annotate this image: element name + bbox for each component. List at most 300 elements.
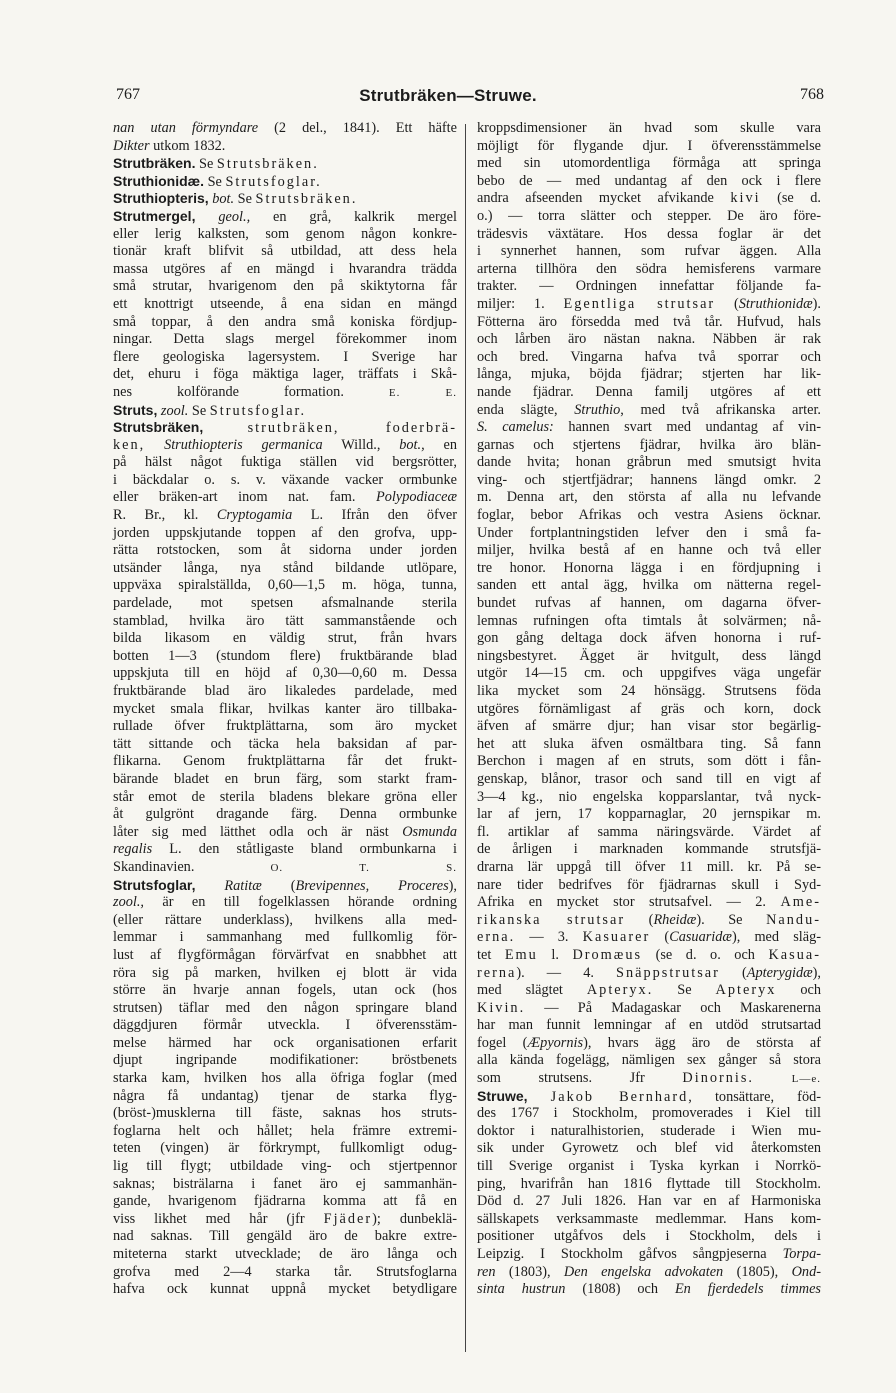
body-text: trakter. — Ordningen innefattar följande fa- (477, 278, 821, 295)
entry-headword: Struwe, (477, 1087, 528, 1104)
text-line (113, 472, 457, 490)
body-text: eller lerig kalksten, som genom någon konkre- (113, 225, 457, 242)
body-text: utgöres förnämligast af gräs och korn, dock (477, 700, 821, 717)
italic-text: Struthiopteris germanica (164, 436, 323, 453)
body-text: hannen svart med undantag af vin- (553, 419, 821, 436)
text-line (113, 525, 457, 543)
body-text: fruktbärande blad äro likaledes pardelade, med (113, 683, 457, 699)
body-text: åt gulgrönt dragande färg. Denna ormbunke (113, 806, 457, 823)
italic-text: Æpyornis (527, 1034, 584, 1051)
italic-text: En fjerdedels timmes (674, 1281, 822, 1298)
text-line (113, 1246, 457, 1264)
body-text: långa, mjuka, böjda fjädrar; stjerten har lik- (477, 366, 821, 383)
text-line (113, 1105, 457, 1123)
body-text: och bred. Vingarna hafva två sporrar och (477, 348, 821, 365)
spaced-text: strutbräken, foderbrä- (247, 420, 457, 437)
body-text (195, 878, 224, 894)
body-text: viss likhet med hår (jfr (113, 1210, 324, 1227)
text-line (477, 1000, 821, 1018)
author-signature: O. T. S. (270, 861, 457, 874)
text-line (113, 1140, 457, 1158)
text-line (113, 1088, 457, 1106)
body-text: i synnerhet hannen, som rufvar äggen. Alla (477, 243, 821, 260)
text-line (477, 701, 821, 719)
body-text: bebo de — med undantag af den ock i flere (477, 172, 821, 189)
text-line (113, 789, 457, 807)
body-text: Berchon i magen af en struts, som dött i fån- (477, 753, 821, 770)
body-text: det, ehuru i föga mäktiga lager, träffats i Skå- (113, 366, 457, 383)
spaced-text: Strutsbräken. (255, 191, 358, 208)
body-text: foglar, bebor Afrikas och vestra Asiens öcknar. (477, 507, 821, 524)
text-line (113, 454, 457, 472)
italic-text: zool. (160, 402, 189, 419)
text-line (477, 613, 821, 631)
text-line (113, 894, 457, 912)
spaced-text: Dinornis. (682, 1070, 755, 1087)
text-line (477, 542, 821, 560)
text-line (477, 1246, 821, 1264)
text-line (113, 701, 457, 719)
italic-text: bot., (399, 436, 425, 453)
text-line (113, 437, 457, 455)
text-line (477, 683, 821, 701)
text-line (477, 507, 821, 525)
text-line (477, 1158, 821, 1176)
italic-text: sinta hustrun (477, 1281, 566, 1298)
italic-text: Ond- (791, 1263, 821, 1280)
body-text: har man funnit lemningar af en utdöd strutsartad (477, 1017, 821, 1034)
spaced-text: Apteryx. (586, 982, 654, 999)
italic-text: Den engelska advokaten (563, 1263, 724, 1280)
text-line (113, 1035, 457, 1053)
text-line (113, 419, 457, 437)
spaced-text: Apteryx (715, 982, 777, 999)
spaced-text: Egentliga strutsar (563, 295, 716, 312)
italic-text: Ratitæ (224, 877, 262, 894)
body-text: — 3. (515, 929, 583, 946)
body-text: kroppsdimensioner än hvad som skulle vara (477, 120, 821, 136)
body-text: m. Denna art, den största af alla nu lefvande (477, 489, 821, 506)
text-line (113, 982, 457, 1000)
spaced-text: Fjäder (323, 1210, 373, 1227)
body-text: alla kända fogelägg, nämligen sex gånger så stora (477, 1052, 821, 1069)
text-line (113, 384, 457, 402)
body-text: stamblad, hvilka äro tätt sammanstående och (113, 612, 457, 629)
text-line (477, 560, 821, 578)
italic-text: Casuaridæ (669, 929, 732, 946)
body-text (145, 437, 164, 453)
italic-text: Apterygidæ (746, 964, 813, 981)
text-line (113, 560, 457, 578)
text-line (113, 507, 457, 525)
text-line (477, 155, 821, 173)
body-text: botten 1—3 (stundom flere) fruktbärande blad (113, 647, 457, 664)
italic-text: S. camelus: (477, 419, 554, 436)
text-line (113, 542, 457, 560)
spaced-text: Kivin. (477, 999, 526, 1016)
body-text: och lårben äro nästan nakna. Näbben är rak (477, 331, 821, 348)
body-text: som strutsens. Jfr (477, 1070, 683, 1087)
text-line (113, 349, 457, 367)
body-text: Se (653, 982, 716, 999)
text-line (113, 1193, 457, 1211)
body-text: ningar. Detta slags mergel förekommer inom (113, 331, 457, 348)
body-text: bärande bladet en brun färg, som starkt fram- (113, 770, 457, 787)
italic-text: zool., (113, 894, 144, 911)
spaced-text: Snäppstrutsar (616, 964, 720, 981)
text-line (477, 736, 821, 754)
body-text: enda slägte, (477, 401, 575, 418)
left-page-number: 767 (116, 86, 140, 103)
text-line (477, 753, 821, 771)
body-text: nes kolförande formation. (113, 383, 344, 400)
text-line (477, 243, 821, 261)
text-line (477, 384, 821, 402)
text-line (113, 1017, 457, 1035)
text-line (113, 648, 457, 666)
spaced-text: Nandu- (766, 911, 821, 928)
body-text: gon gång deltaga dock äfven honorna i ruf- (477, 630, 821, 647)
text-line (477, 824, 821, 842)
text-line (113, 190, 457, 208)
body-text: däggdjuren förmår utveckla. I öfverensstäm- (113, 1017, 457, 1034)
body-text: Skandinavien. (113, 858, 195, 875)
body-text: ningsbestyret. Ägget är hvitgult, dess längd (477, 647, 821, 664)
text-line (477, 489, 821, 507)
body-text: jorden uppskjutande toppen af den grofva, upp- (113, 524, 457, 541)
body-text: eller bräken-art inom nat. fam. (113, 489, 376, 506)
spaced-text: Kasua- (768, 946, 821, 963)
text-line (113, 402, 457, 420)
text-line (113, 613, 457, 631)
body-text: möjligt för flygande djur. I öfverensstämmelse (477, 137, 821, 154)
body-text: tre honor. Honorna lägga i en fördjupning i (477, 559, 821, 576)
body-text: röra sig på marken, hvilken ej blott är vida (113, 964, 457, 981)
body-text: flikarna. Genom fruktplättarna får det frukt- (113, 753, 457, 770)
text-line (113, 1281, 457, 1299)
body-text: lust af flygförmågan förvärfvat en snabbhet att (113, 946, 457, 963)
text-line (477, 366, 821, 384)
text-line (113, 138, 457, 156)
body-text: lemnas rufningen ofta timtals åt solvärmen; nå- (477, 612, 821, 629)
text-line (477, 1176, 821, 1194)
text-line (113, 877, 457, 895)
body-text: utkom 1832. (149, 137, 226, 154)
body-text: och (776, 982, 821, 999)
body-text: grofva med 2—4 starka tår. Strutsfoglarna (113, 1263, 457, 1280)
text-line (113, 331, 457, 349)
italic-text: Torpa- (782, 1246, 821, 1262)
italic-text: Brevipennes, Proceres (295, 877, 449, 894)
body-text: melse härmed har ock organisationen erfarit (113, 1034, 457, 1051)
body-text: , tonsättare, föd- (688, 1088, 821, 1105)
body-text: ( (625, 911, 654, 928)
italic-text: geol., (218, 208, 251, 225)
body-text: fl. artiklar af samma näringsvärde. Värdet af (477, 823, 821, 840)
text-line (477, 138, 821, 156)
text-line (113, 489, 457, 507)
text-line (113, 208, 457, 226)
body-text: starka kam, hvilken hos alla öfriga foglar (med (113, 1070, 457, 1087)
body-text: hafva ock kunnat uppnå mycket betydligare (113, 1281, 457, 1298)
text-line (113, 665, 457, 683)
body-text: garnas och stjertens fjädrar, hvilka äro blän- (477, 436, 821, 453)
body-text: miljer: 1. (477, 295, 564, 312)
body-text: på hälst något fuktiga ställen vid bergsrötter, (113, 454, 457, 471)
body-text: flere geologiska lagersystem. I Sverige har (113, 348, 457, 365)
text-line (113, 1000, 457, 1018)
text-line (113, 1123, 457, 1141)
body-text: bilda likasom en väldig strut, från hvars (113, 630, 457, 647)
text-line (113, 965, 457, 983)
body-text: Afrika en mycket stor strutsafvel. — 2. (477, 894, 781, 911)
text-line (477, 929, 821, 947)
body-text: ). — 4. (516, 964, 617, 981)
italic-text: regalis (113, 841, 153, 858)
body-text: (se d. o. och (642, 946, 769, 963)
text-line (113, 1228, 457, 1246)
italic-text: Rheidæ (653, 911, 697, 928)
text-line (477, 982, 821, 1000)
body-text: (2 del., 1841). Ett häfte (258, 120, 457, 136)
text-line (477, 472, 821, 490)
spaced-text: Dromæus (572, 946, 643, 963)
left-column (113, 120, 457, 1299)
text-line (113, 771, 457, 789)
text-line (113, 1264, 457, 1282)
body-text: ). Se (696, 911, 767, 928)
body-text: teten (vingen) är förkrympt, fullkomligt odug- (113, 1140, 457, 1157)
entry-headword: Strutbräken. (113, 155, 196, 172)
text-line (113, 1211, 457, 1229)
text-line (477, 402, 821, 420)
body-text: massa utgöres af en mängd i hvarandra trädda (113, 260, 457, 277)
body-text: nare tider bedrifves för fjädrarnas skull i Syd- (477, 876, 821, 893)
author-signature: E. E. (388, 386, 457, 399)
body-text: L. den ståtligaste bland ormbunkarna i (152, 841, 457, 858)
body-text: Fötterna äro försedda med två tår. Hufvud, hals (477, 313, 821, 330)
body-text: ett knottrigt utseende, å ena sidan en mängd (113, 295, 457, 312)
text-line (477, 1211, 821, 1229)
body-text: arterna tillhöra den södra hemisferens varmare (477, 260, 821, 277)
body-text: (1808) och (565, 1281, 675, 1298)
body-text: lemmar i sammanhang med fullkomlig för- (113, 929, 457, 946)
text-line (113, 806, 457, 824)
text-line (113, 226, 457, 244)
text-line (113, 243, 457, 261)
text-line (477, 630, 821, 648)
text-line (113, 155, 457, 173)
text-line (477, 877, 821, 895)
body-text: (bröst-)musklerna till fäste, saknas hos struts- (113, 1105, 457, 1122)
body-text: ( (719, 964, 747, 981)
body-text: djupt ingripande modifikationer: bröstbenets (113, 1052, 457, 1069)
running-head: Strutbräken—Struwe. (359, 86, 537, 105)
text-line (477, 454, 821, 472)
body-text: L. Ifrån den öfver (292, 507, 457, 524)
body-text: ping, hvarifrån han 1816 flyttade till Stockholm. (477, 1175, 821, 1192)
body-text: är en till fogelklassen hörande ordning (143, 894, 457, 911)
body-text: Leipzig. I Stockholm gåfvos sångpjeserna (477, 1246, 783, 1262)
body-text: lig till flygt; utbildade ving- och stjertpennor (113, 1158, 457, 1175)
text-line (477, 525, 821, 543)
body-text: Se (188, 402, 210, 419)
body-text: rullade öfver fruktplättarna, som äro mycket (113, 718, 457, 735)
text-line (113, 753, 457, 771)
text-line (477, 419, 821, 437)
entry-headword: Strutsbräken, (113, 419, 204, 436)
text-line (477, 437, 821, 455)
text-line (477, 1070, 821, 1088)
text-line (477, 1017, 821, 1035)
entry-headword: Strutsfoglar, (113, 876, 196, 893)
text-line (477, 173, 821, 191)
body-text: bundet rufvas af hannen, om dagarna öfver- (477, 595, 821, 612)
body-text: doktor i naturalhistorien, studerade i Wien mu- (477, 1122, 821, 1139)
text-line (477, 208, 821, 226)
right-page-number: 768 (800, 86, 824, 103)
body-text: några få undantag) tjenar de starka flyg- (113, 1087, 457, 1104)
body-text: foglarna helt och hållet; hela främre extremi- (113, 1122, 457, 1139)
text-line (113, 912, 457, 930)
body-text (528, 1089, 551, 1105)
text-line (113, 120, 457, 138)
body-text (195, 209, 218, 225)
text-line (477, 1123, 821, 1141)
body-text: ), (448, 877, 458, 894)
text-line (477, 665, 821, 683)
italic-text: Osmunda (402, 823, 457, 840)
entry-headword: Strutmergel, (113, 207, 196, 224)
body-text: äfven af smärre djur; han visar stor begärlig- (477, 718, 821, 735)
spaced-text: rikanska strutsar (477, 911, 626, 928)
body-text: drarna lär uppgå till öfver 11 mill. kr. På se- (477, 858, 821, 875)
body-text: (1803), (495, 1263, 564, 1280)
body-text: — På Madagaskar och Maskarenerna (525, 999, 821, 1016)
text-line (477, 1088, 821, 1106)
spaced-text: erna. (477, 929, 516, 946)
body-text: med slägtet (477, 982, 587, 999)
body-text: 3—4 kg., nio engelska kopparslantar, två nyck- (477, 788, 821, 805)
body-text: pardelade, mot spetsen afsmalnande sterila (113, 595, 457, 612)
italic-text: Polypodiaceæ (376, 489, 457, 506)
text-line (477, 314, 821, 332)
spaced-text: Strutsfoglar. (225, 173, 322, 190)
body-text: en (424, 436, 457, 453)
spaced-text: Emu (504, 946, 538, 963)
text-line (113, 1052, 457, 1070)
text-line (113, 947, 457, 965)
body-text: positioner utgåfvos dels i Stockholm, dels i (477, 1228, 821, 1245)
body-text: het att sluka äfven osmältbara ting. Så fann (477, 735, 821, 752)
text-line (477, 841, 821, 859)
text-line (477, 595, 821, 613)
body-text: Se (204, 173, 226, 190)
body-text: nad saknas. Till gengäld äro de bakre extre- (113, 1228, 457, 1245)
body-text: små strutar, hvarigenom den på skiktytorna får (113, 278, 457, 295)
column-divider (465, 124, 466, 1352)
text-line (477, 296, 821, 314)
body-text: till Sverige organist i Tyska kyrkan i Norrkö- (477, 1158, 821, 1175)
body-text: ), med släg- (731, 929, 821, 946)
body-text: Se (234, 191, 256, 208)
text-line (113, 314, 457, 332)
spaced-text: Jakob Bernhard (550, 1088, 689, 1105)
text-line (477, 965, 821, 983)
text-line (113, 824, 457, 842)
text-line (113, 736, 457, 754)
body-text: ), hvars ägg äro de största af (583, 1034, 822, 1051)
body-text: små toppar, å den andra små koniska fördjup- (113, 313, 457, 330)
body-text: ), (812, 964, 821, 981)
body-text: ( (715, 295, 739, 312)
text-line (477, 120, 821, 138)
text-line (113, 1176, 457, 1194)
body-text: lika mycket som 24 hönsägg. Strutsens föda (477, 683, 821, 699)
text-line (113, 841, 457, 859)
entry-headword: Struthiopteris, (113, 190, 209, 207)
text-line (113, 859, 457, 877)
body-text: Se (195, 156, 217, 173)
body-text: ( (261, 877, 296, 894)
spaced-text: Ame- (780, 894, 821, 911)
body-text: ( (650, 929, 670, 946)
text-line (477, 1140, 821, 1158)
body-text: , med två afrikanska arter. (620, 401, 822, 418)
text-line (477, 577, 821, 595)
body-text: de årligen i marknaden kommande strutsfjä- (477, 841, 821, 858)
spaced-text: Kasuarer (582, 929, 651, 946)
text-line (477, 261, 821, 279)
text-line (477, 789, 821, 807)
text-line (477, 226, 821, 244)
spaced-text: Strutsbräken. (216, 156, 319, 173)
text-line (113, 1070, 457, 1088)
text-line (477, 190, 821, 208)
text-line (477, 718, 821, 736)
text-line (477, 1035, 821, 1053)
spaced-text: ken, (113, 436, 146, 453)
body-text: saknas; bisträlarna i fanet äro ej sammanhän- (113, 1175, 457, 1192)
body-text: R. Br., kl. (113, 507, 217, 524)
spaced-text: rerna (477, 964, 517, 981)
body-text: låter sig med lätthet odla och är näst (113, 823, 403, 840)
body-text: Under fortplantningstiden lefver den i små fa- (477, 524, 821, 541)
body-text: (eller rättare underklass), hvilkens alla med- (113, 911, 457, 928)
text-line (113, 595, 457, 613)
body-text: sällskapets verksammaste medlemmar. Hans kom- (477, 1210, 821, 1227)
body-text: l. (537, 946, 573, 963)
body-text: (1805), (723, 1263, 792, 1280)
text-line (477, 278, 821, 296)
body-text: gande, hvarigenom fjädrarna komma att få en (113, 1193, 457, 1210)
text-line (477, 771, 821, 789)
body-text: tätt sittande och täcka hela baksidan af par- (113, 735, 457, 752)
italic-text: Struthio (574, 401, 621, 418)
text-line (477, 1281, 821, 1299)
page-header (0, 86, 896, 112)
entry-headword: Struthionidæ. (113, 172, 204, 189)
body-text: Död d. 27 Juli 1826. Han var en af Harmoniska (477, 1193, 821, 1210)
text-line (477, 1228, 821, 1246)
body-text (203, 420, 247, 436)
spaced-text: kivi (730, 190, 761, 207)
body-text: ). (812, 295, 821, 312)
text-line (477, 1193, 821, 1211)
italic-text: Struthionidæ (738, 295, 813, 312)
body-text: sik under Gyrowetz och blef vid återkomsten (477, 1140, 821, 1157)
text-line (477, 1052, 821, 1070)
